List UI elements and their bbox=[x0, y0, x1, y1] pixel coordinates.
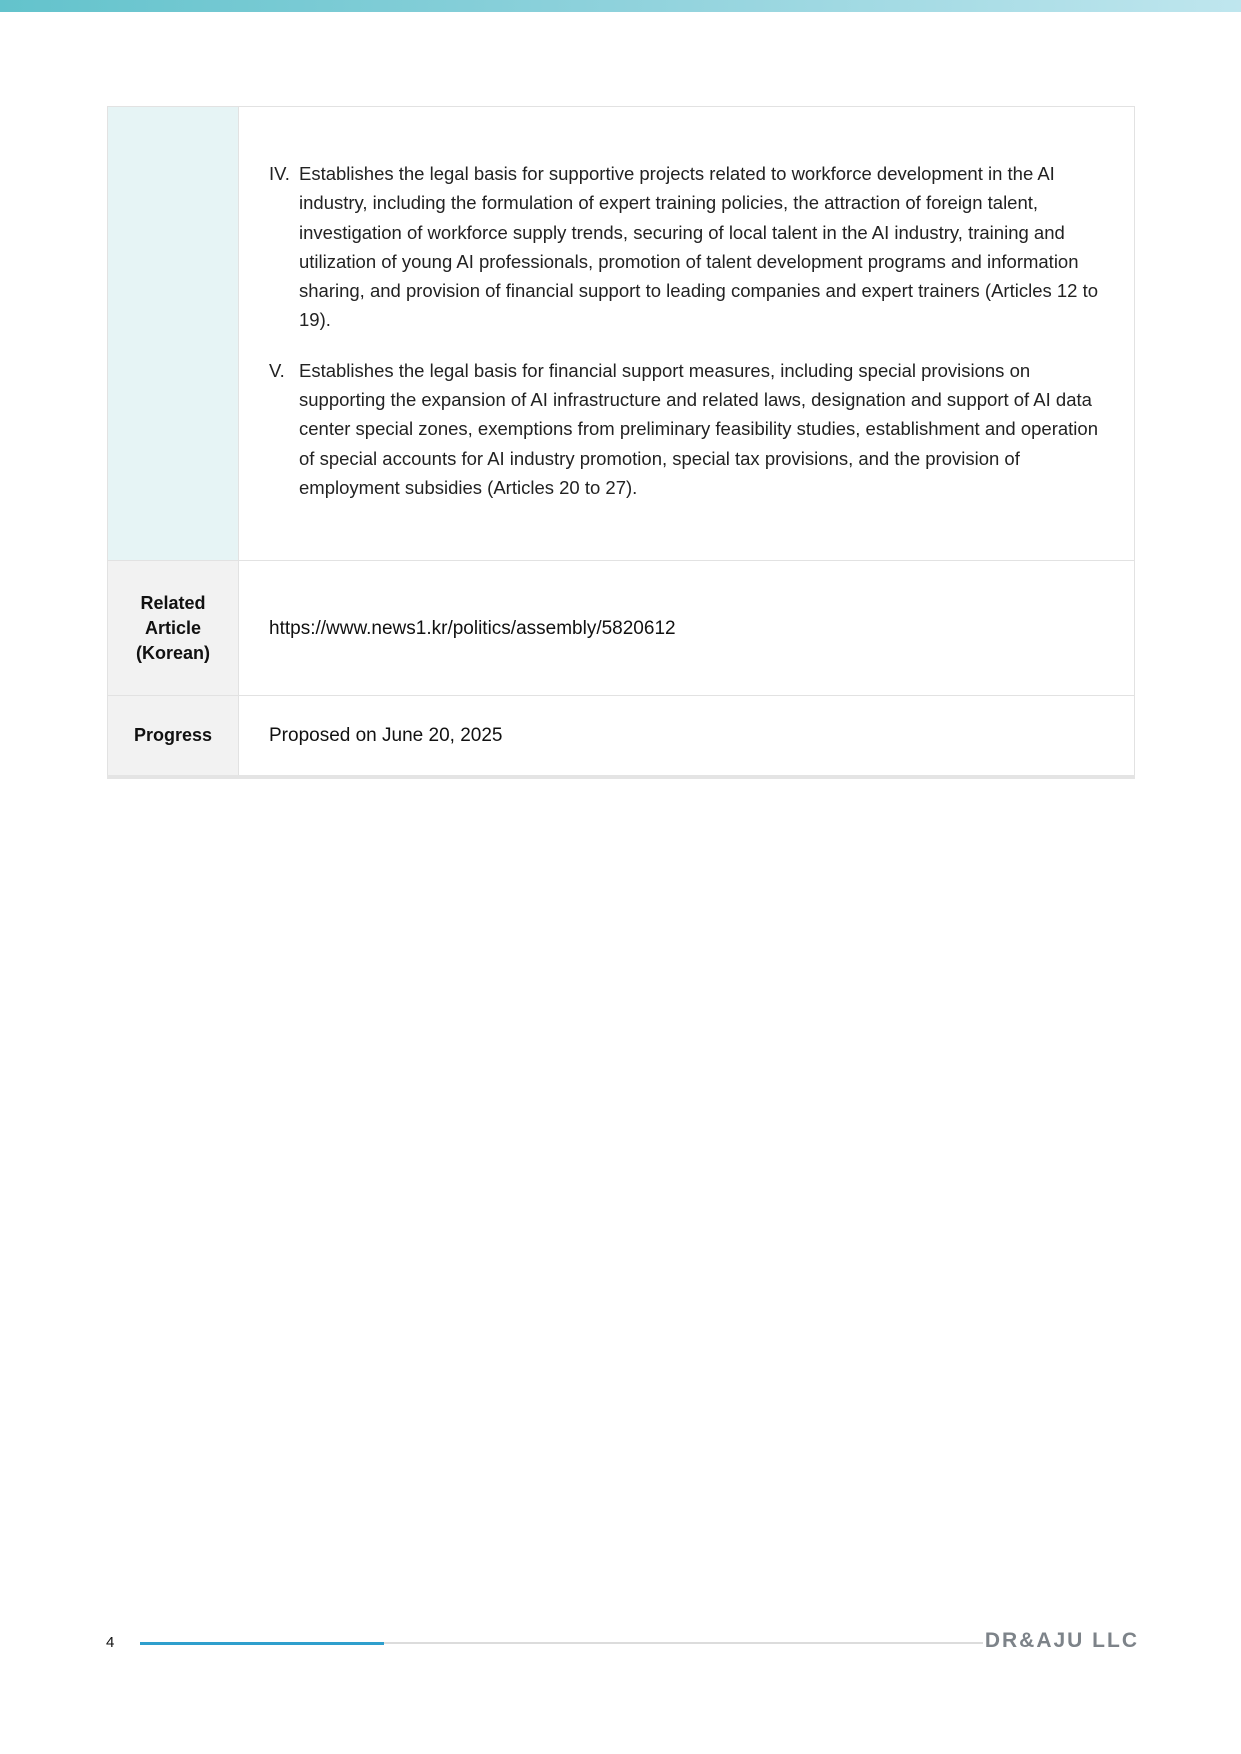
progress-label: Progress bbox=[108, 696, 239, 777]
provisions-content-cell bbox=[239, 107, 1135, 561]
list-item-text: Establishes the legal basis for financial support measures, including special provisions on supporting the expansion of AI infrastructure and related laws, designation and support of AI data center special zones, exemptions from preliminary feasibility studies, establishment and operation of special accounts for AI industry promotion, special tax provisions, and the provision of employment subsidies (Articles 20 to 27). bbox=[299, 359, 1098, 498]
table-row-provisions bbox=[108, 107, 1135, 561]
list-item-text: Establishes the legal basis for supportive projects related to workforce development in the AI industry, including the formulation of expert training policies, the attraction of foreign talent, investigation of workforce supply trends, securing of local talent in the AI industry, training and utilization of young AI professionals, promotion of talent development programs and information sharing, and provision of financial support to leading companies and expert trainers (Articles 12 to 19). bbox=[299, 163, 1099, 331]
progress-value: Proposed on June 20, 2025 bbox=[269, 724, 503, 746]
provisions-list bbox=[269, 159, 1104, 502]
table-row-related-article bbox=[108, 561, 1135, 696]
related-article-cell bbox=[239, 561, 1135, 696]
list-item bbox=[269, 159, 1104, 335]
bill-summary-table bbox=[107, 106, 1135, 779]
brand-logo-text: DR&AJU LLC bbox=[984, 1629, 1139, 1652]
progress-cell bbox=[239, 696, 1135, 777]
list-item bbox=[269, 356, 1104, 502]
list-item-numeral: V. bbox=[269, 359, 285, 381]
footer-progress-fill bbox=[140, 1642, 384, 1645]
table-row-progress bbox=[108, 696, 1135, 777]
list-item-numeral: IV. bbox=[269, 163, 290, 184]
top-accent-bar bbox=[0, 0, 1241, 12]
page-number: 4 bbox=[106, 1634, 115, 1651]
related-article-link[interactable]: https://www.news1.kr/politics/assembly/5820612 bbox=[269, 617, 676, 639]
footer-progress-track bbox=[140, 1642, 983, 1644]
related-article-label: Related Article (Korean) bbox=[108, 561, 239, 696]
provisions-label-cell bbox=[108, 107, 239, 561]
